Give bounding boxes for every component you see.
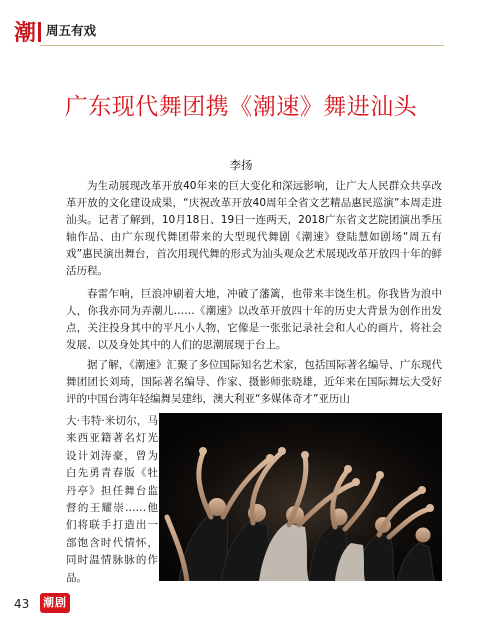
- article-paragraph-1: 为生动展现改革开放40年来的巨大变化和深远影响，让广大人民群众共享改革开放的文化建设成果，“庆祝改革开放40周年全省文艺精品惠民巡演”本周走进汕头。记者了解到，10月18日、19日一连两天，2018广东省文艺院团演出季压轴作品、由广东现代舞团带来的大型现代舞剧《潮速》登陆慧如剧场“周五有戏”惠民演出舞台，首次用现代舞的形式为汕头观众艺术展现改革开放四十年的鲜活历程。: [66, 180, 442, 277]
- article-title: 广东现代舞团携《潮速》舞进汕头: [64, 94, 418, 120]
- magazine-logo-icon: 潮: [14, 20, 37, 46]
- section-title: 周五有戏: [46, 23, 97, 38]
- dance-performance-photo: [159, 413, 442, 581]
- article-paragraph-2: 春雷乍响，巨浪冲刷着大地，冲破了藩篱，也带来丰饶生机。你我皆为浪中人，你我亦同为弄潮儿……《潮速》以改革开放四十年的历史大背景为创作出发点，关注投身其中的平凡小人物，它像是一张张记录社会和人心的画片，将社会发展、以及身处其中的人们的思潮展现于台上。: [66, 288, 442, 351]
- header-divider: [40, 45, 444, 46]
- article-author: 李扬: [229, 158, 253, 172]
- page-number: 43: [14, 597, 30, 611]
- article-side-text: 大·韦特·米切尔，马来西亚籍著名灯光设计刘涛豪，曾为白先勇青春版《牡丹亭》担任舞台监督的王耀崇……他们将联手打造出一部饱含时代情怀，同时温情脉脉的作品。: [66, 415, 158, 583]
- dancers-illustration: [159, 413, 442, 581]
- footer-logo-icon: 潮剧: [40, 593, 70, 613]
- article-paragraph-3: 据了解，《潮速》汇聚了多位国际知名艺术家，包括国际著名编导、广东现代舞团团长刘琦，国际著名编导、作家、摄影师张晓雄，近年来在国际舞坛大受好评的中国台湾年轻编舞吴建纬，澳大利亚“多媒体奇才”亚历山: [66, 359, 442, 405]
- header-accent-bar: [38, 22, 41, 42]
